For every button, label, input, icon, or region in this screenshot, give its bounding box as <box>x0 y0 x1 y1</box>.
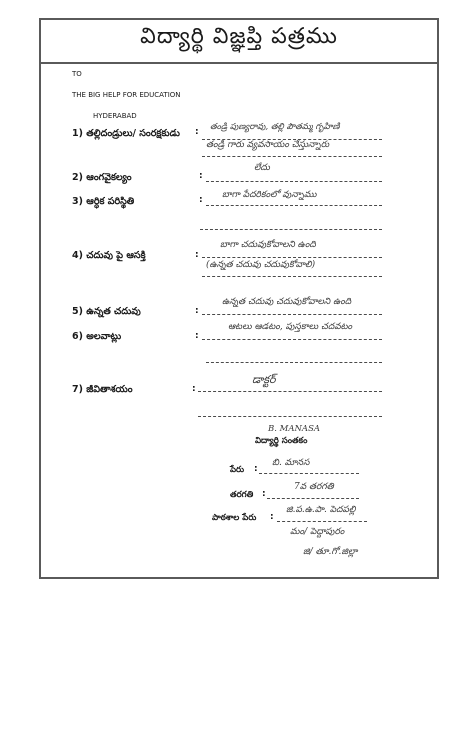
field-label-guardians: 1) తల్లిదండ్రులు/ సంరక్షకుడు <box>72 128 180 139</box>
field-label-ambition: 7) జీవితాశయం <box>72 384 133 395</box>
answer-line <box>202 339 382 340</box>
colon: : <box>192 384 196 394</box>
answer-interest-1: బాగా చదువుకోవాలని ఉంది <box>220 240 316 250</box>
field-label-higher-study: 5) ఉన్నత చదువు <box>72 306 141 317</box>
field-label-habits: 6) అలవాట్లు <box>72 331 122 342</box>
field-label-financial: 3) ఆర్ధిక పరిస్థితి <box>72 196 135 207</box>
colon: : <box>262 489 266 499</box>
colon: : <box>270 512 274 522</box>
colon: : <box>195 306 199 316</box>
class-label: తరగతి <box>230 490 254 500</box>
answer-line <box>200 229 382 230</box>
colon: : <box>199 171 203 181</box>
school-line-2: మం/ పెద్దాపురం <box>290 527 345 537</box>
address-org: THE BIG HELP FOR EDUCATION <box>72 91 181 99</box>
field-label-disability: 2) ఆంగవైకల్యం <box>72 172 132 183</box>
student-class: 7వ తరగతి <box>294 482 334 492</box>
answer-line <box>277 521 367 522</box>
school-label: పాఠశాల పేరు <box>212 513 257 523</box>
answer-line <box>206 362 382 363</box>
answer-line <box>267 498 359 499</box>
colon: : <box>195 331 199 341</box>
school-line-3: జి/ తూ.గో.జిల్లా <box>303 547 358 557</box>
student-name-print: B. MANASA <box>268 424 321 434</box>
form-title: విద్యార్థి విజ్ఞప్తి పత్రము <box>140 24 338 49</box>
answer-financial: బాగా పేదరికంలో వున్నాము <box>222 190 317 200</box>
answer-line <box>206 181 382 182</box>
answer-line <box>202 257 382 258</box>
colon: : <box>199 195 203 205</box>
school-line-1: జి.ప.ఉ.పా. పెదపల్లి <box>286 505 356 515</box>
address-city: HYDERABAD <box>93 112 137 120</box>
answer-guardians-1: తండ్రి పుణ్యరావు, తల్లి పౌతమ్మ గృహిణి <box>210 122 340 132</box>
answer-line <box>259 473 359 474</box>
answer-line <box>202 276 382 277</box>
signature-caption: విద్యార్థి సంతకం <box>255 436 308 446</box>
answer-guardians-2: తండ్రి గారు వ్యవసాయం చేస్తున్నారు <box>206 140 330 150</box>
answer-disability: లేదు <box>254 163 270 173</box>
answer-line <box>202 314 382 315</box>
address-to: TO <box>72 70 82 78</box>
answer-line <box>206 205 382 206</box>
answer-higher-study: ఉన్నత చదువు చదువుకోవాలని ఉంది <box>222 297 352 307</box>
name-label: పేరు <box>230 465 245 475</box>
student-name: బి. మానస <box>272 458 310 468</box>
answer-line <box>198 391 382 392</box>
colon: : <box>195 250 199 260</box>
answer-line <box>202 156 382 157</box>
colon: : <box>254 464 258 474</box>
answer-habits: ఆటలు ఆడటం, పుస్తకాలు చదవటం <box>228 322 353 332</box>
answer-ambition: డాక్టర్ <box>252 373 276 386</box>
field-label-interest: 4) చదువు పై ఆసక్తి <box>72 250 146 261</box>
colon: : <box>195 127 199 137</box>
title-divider <box>39 62 439 64</box>
answer-line <box>198 416 382 417</box>
answer-interest-2: (ఉన్నత చదువు చదువుకోవాలి) <box>206 260 316 270</box>
